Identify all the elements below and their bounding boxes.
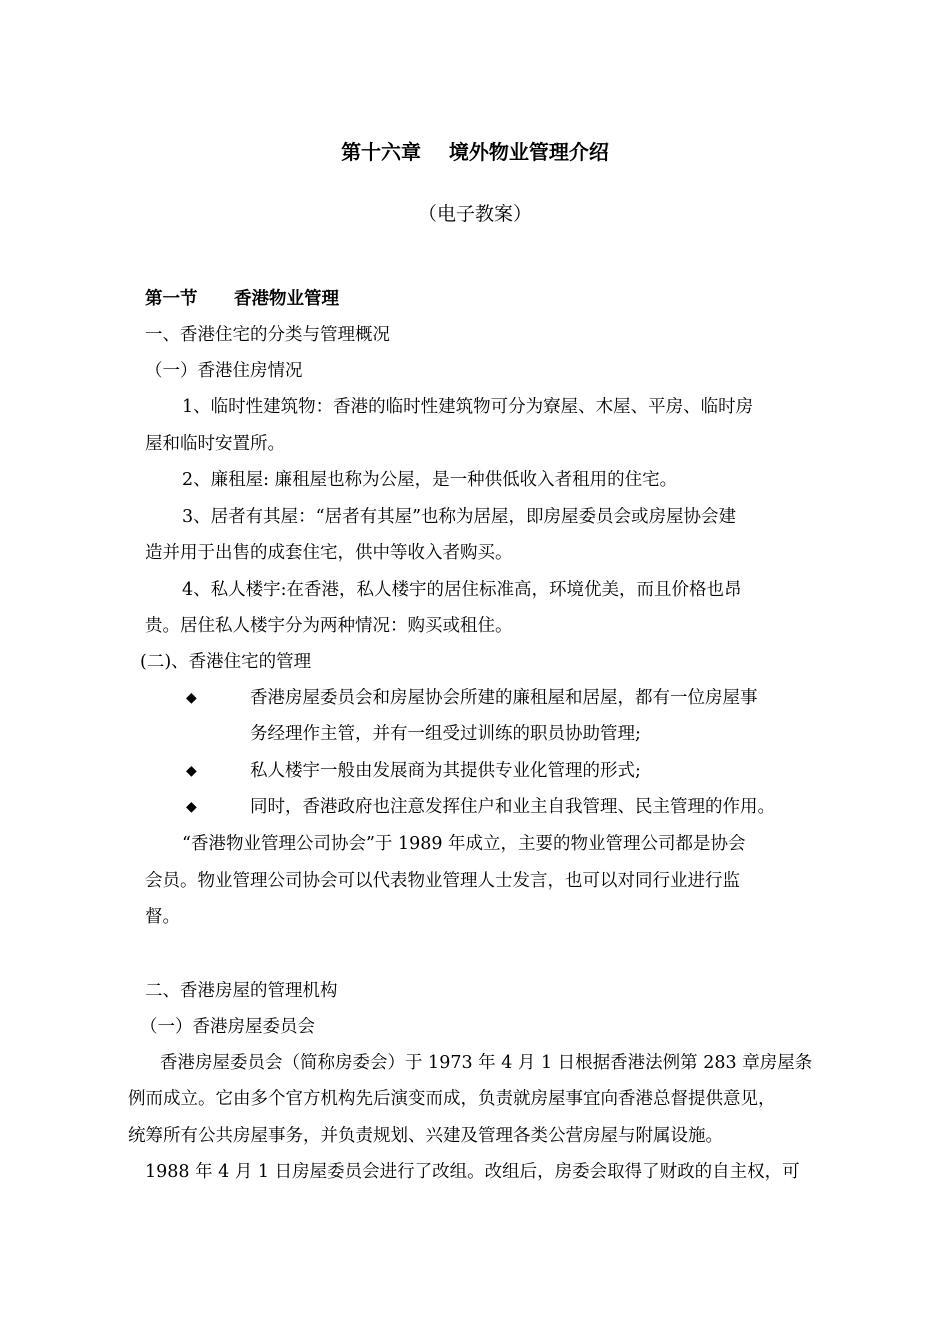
bullet-diamond-icon: ◆ <box>186 690 197 706</box>
bullet-diamond-icon: ◆ <box>186 763 197 779</box>
paragraph-line: 4、私人楼宇:在香港，私人楼宇的居住标准高，环境优美，而且价格也昂 <box>182 580 742 600</box>
subheading-1-1: （一）香港住房情况 <box>145 361 303 381</box>
chapter-subtitle: （电子教案） <box>417 203 532 225</box>
paragraph-line: 香港房屋委员会（简称房委会）于 1973 年 4 月 1 日根据香港法例第 283 章房屋条 <box>160 1053 813 1073</box>
subheading-2-1: （一）香港房屋委员会 <box>140 1017 315 1037</box>
paragraph-line: 1、临时性建筑物：香港的临时性建筑物可分为寮屋、木屋、平房、临时房 <box>182 397 754 417</box>
paragraph-line: 贵。居住私人楼宇分为两种情况：购买或租住。 <box>145 616 513 636</box>
paragraph-line: 屋和临时安置所。 <box>145 434 285 454</box>
bullet-text: 同时，香港政府也注意发挥住户和业主自我管理、民主管理的作用。 <box>250 797 775 817</box>
section-heading: 第一节 香港物业管理 <box>145 289 340 309</box>
chapter-title: 第十六章 境外物业管理介绍 <box>341 140 609 164</box>
paragraph-line: 3、居者有其屋：“居者有其屋”也称为居屋，即房屋委员会或房屋协会建 <box>182 507 737 527</box>
paragraph-line: 1988 年 4 月 1 日房屋委员会进行了改组。改组后，房委会取得了财政的自主权，可 <box>145 1162 800 1182</box>
heading-2: 二、香港房屋的管理机构 <box>145 981 338 1001</box>
paragraph-line: 2、廉租屋: 廉租屋也称为公屋，是一种供低收入者租用的住宅。 <box>182 470 678 490</box>
paragraph-line: 例而成立。它由多个官方机构先后演变而成，负责就房屋事宜向香港总督提供意见， <box>128 1089 776 1109</box>
paragraph-line: 会员。物业管理公司协会可以代表物业管理人士发言，也可以对同行业进行监 <box>145 871 740 891</box>
bullet-diamond-icon: ◆ <box>186 799 197 815</box>
paragraph-line: 统筹所有公共房屋事务，并负责规划、兴建及管理各类公营房屋与附属设施。 <box>128 1126 723 1146</box>
paragraph-line: 造并用于出售的成套住宅，供中等收入者购买。 <box>145 543 513 563</box>
paragraph-line: 督。 <box>145 907 180 927</box>
bullet-text: 务经理作主管，并有一组受过训练的职员协助管理; <box>250 724 641 744</box>
bullet-text: 私人楼宇一般由发展商为其提供专业化管理的形式; <box>250 761 641 781</box>
heading-1: 一、香港住宅的分类与管理概况 <box>145 325 390 345</box>
subheading-1-2: (二)、香港住宅的管理 <box>140 652 312 672</box>
paragraph-line: “香港物业管理公司协会”于 1989 年成立，主要的物业管理公司都是协会 <box>182 834 746 854</box>
bullet-text: 香港房屋委员会和房屋协会所建的廉租屋和居屋，都有一位房屋事 <box>250 688 758 708</box>
